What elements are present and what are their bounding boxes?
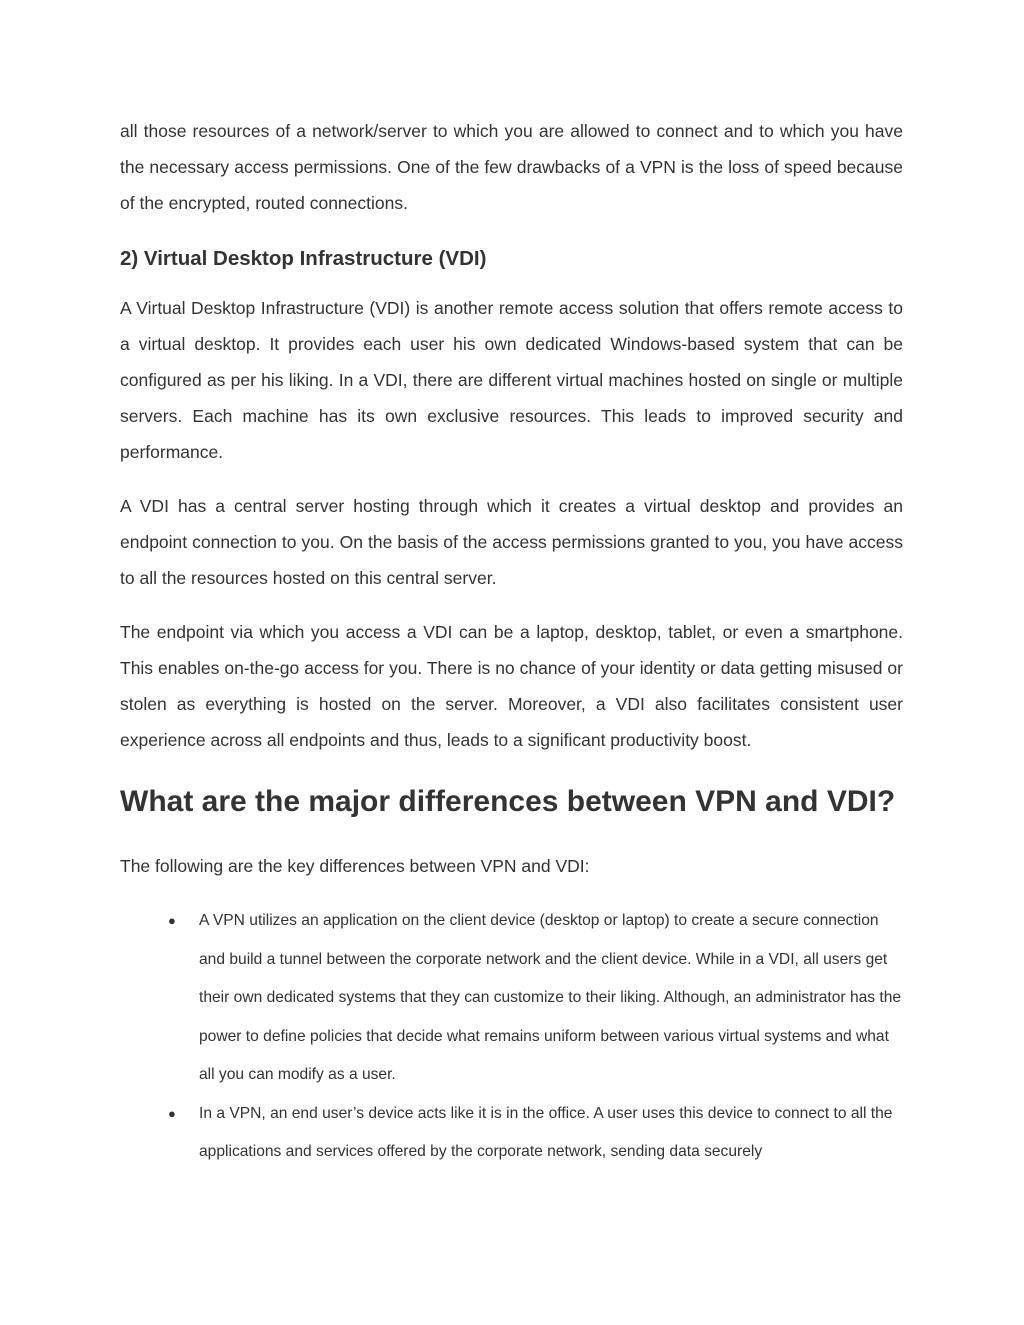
differences-heading: What are the major differences between VPN and VDI?: [120, 785, 896, 818]
document-page: [120, 113, 903, 1172]
bullet-icon: ●: [168, 1105, 176, 1121]
bullet-icon: ●: [168, 913, 176, 928]
paragraph-vpn-continued: all those resources of a network/server to which you are allowed to connect and to which you have the necessary access permissions. One of the few drawbacks of a VPN is the loss of speed because of the encrypted, routed connections.: [120, 121, 903, 213]
vdi-heading: 2) Virtual Desktop Infrastructure (VDI): [120, 247, 487, 270]
differences-list: [120, 902, 903, 1172]
paragraph-vdi-definition: A Virtual Desktop Infrastructure (VDI) is another remote access solution that offers remote access to a virtual desktop. It provides each user his own dedicated Windows-based system that can be configured as per his liking. In a VDI, there are different virtual machines hosted on single or multiple servers. Each machine has its own exclusive resources. This leads to improved security and performance.: [120, 298, 903, 462]
list-item-text: A VPN utilizes an application on the client device (desktop or laptop) to create a secure connection and build a tunnel between the corporate network and the client device. While in a VDI, all users get their own dedicated systems that they can customize to their liking. Although, an administrator has the power to define policies that decide what remains uniform between various virtual systems and what all you can modify as a user.: [199, 912, 902, 1083]
paragraph-vdi-endpoint: The endpoint via which you access a VDI can be a laptop, desktop, tablet, or even a smartphone. This enables on-the-go access for you. There is no chance of your identity or data getting misused or stolen as everything is hosted on the server. Moreover, a VDI also facilitates consistent user experience across all endpoints and thus, leads to a significant productivity boost.: [120, 622, 903, 750]
differences-intro: The following are the key differences between VPN and VDI:: [120, 856, 590, 876]
list-item-text: In a VPN, an end user’s device acts like it is in the office. A user uses this device to connect to all the applications and services offered by the corporate network, sending data securely: [199, 1104, 893, 1160]
list-item: [120, 902, 903, 1095]
paragraph-vdi-central-server: A VDI has a central server hosting through which it creates a virtual desktop and provides an endpoint connection to you. On the basis of the access permissions granted to you, you have access to all the resources hosted on this central server.: [120, 496, 903, 588]
list-item: [120, 1095, 903, 1172]
